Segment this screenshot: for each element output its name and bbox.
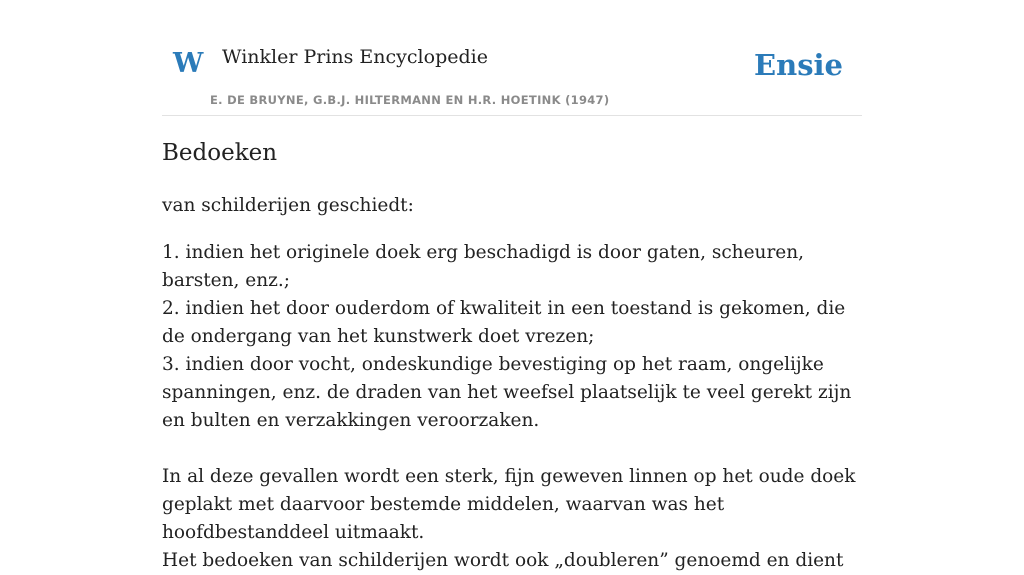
source-title[interactable]: Winkler Prins Encyclopedie: [222, 46, 488, 68]
entry-paragraph: In al deze gevallen wordt een sterk, fijn geweven linnen op het oude doek geplakt met daarvoor bestemde middelen, waarvan was het hoofdbestanddeel uitmaakt.: [162, 466, 856, 543]
entry-paragraph: Het bedoeken van schilderijen wordt ook „doubleren” genoemd en dient: [162, 550, 844, 571]
source-authors: E. DE BRUYNE, G.B.J. HILTERMANN EN H.R. HOETINK (1947): [210, 93, 610, 107]
list-item: 3. indien door vocht, ondeskundige bevestiging op het raam, ongelijke spanningen, enz. de draden van het weefsel plaatselijk te veel gerekt zijn en bulten en verzakkingen veroorzaken.: [162, 354, 852, 431]
paragraph-gap: [162, 435, 862, 463]
list-item: 2. indien het door ouderdom of kwaliteit in een toestand is gekomen, die de ondergang van het kunstwerk doet vrezen;: [162, 298, 846, 347]
entry-intro: van schilderijen geschiedt:: [162, 195, 414, 216]
article-page: [162, 0, 862, 571]
source-logo[interactable]: W: [173, 48, 204, 79]
ensie-logo-link[interactable]: Ensie: [754, 48, 843, 82]
entry-title: Bedoeken: [162, 140, 278, 166]
source-header: [162, 0, 862, 116]
list-item: 1. indien het originele doek erg beschadigd is door gaten, scheuren, barsten, enz.;: [162, 242, 805, 291]
entry-body: [162, 192, 862, 575]
